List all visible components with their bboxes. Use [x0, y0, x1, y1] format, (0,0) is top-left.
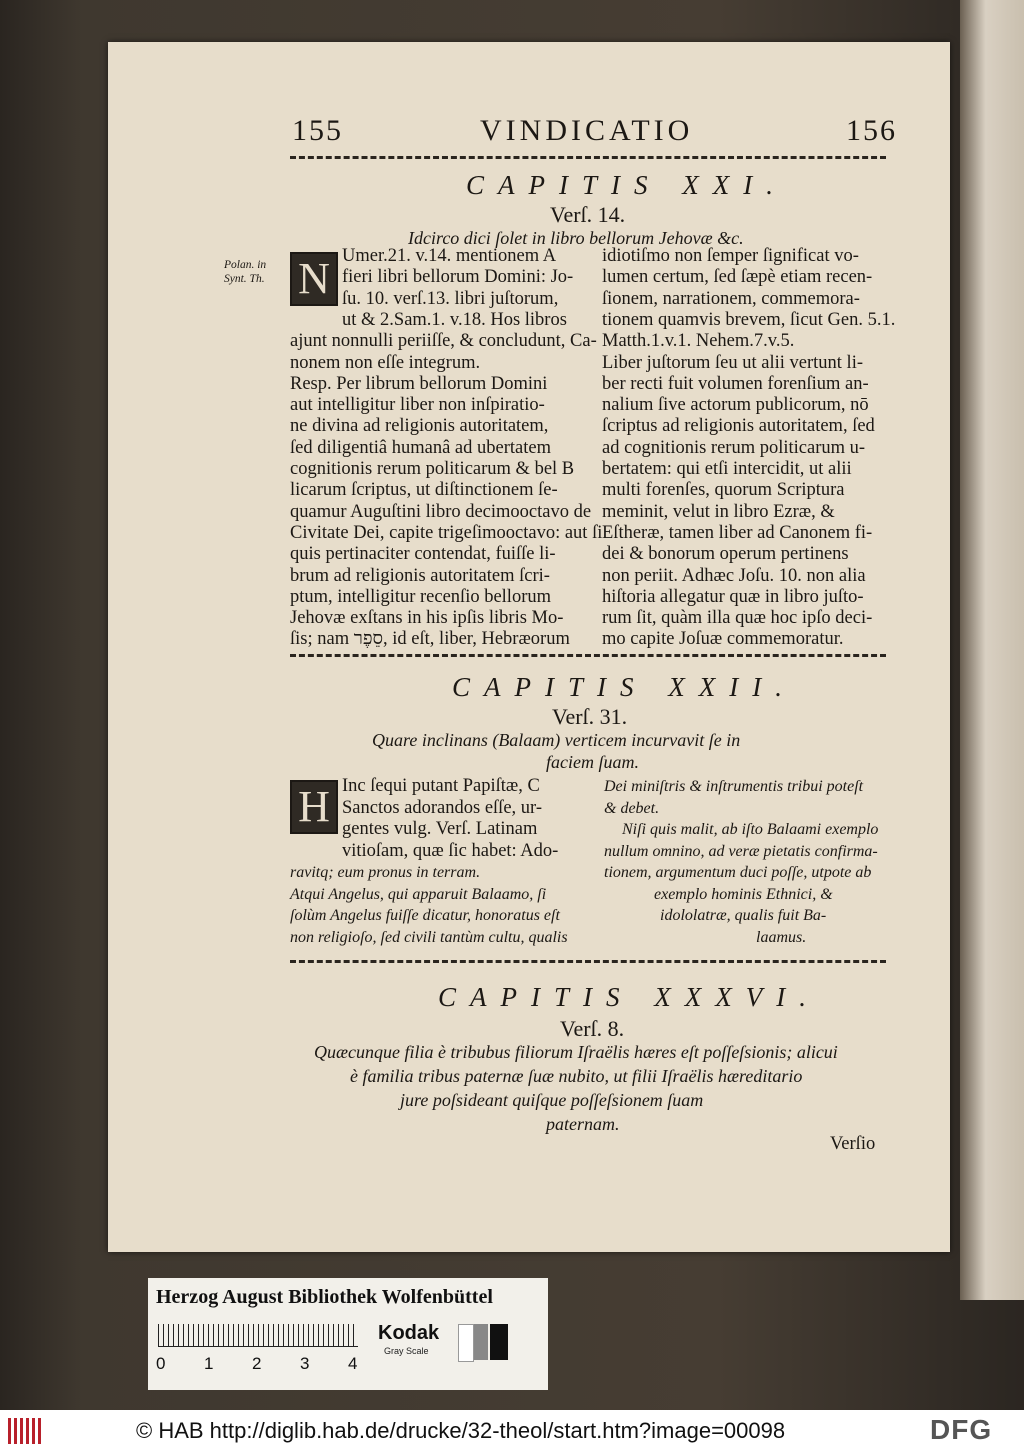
text-line: Eſtheræ, tamen liber ad Canonem fi-	[602, 522, 873, 543]
text-line: Sanctos adorandos eſſe, ur-	[342, 797, 542, 818]
text-line: ſed diligentiâ humanâ ad ubertatem	[290, 437, 551, 458]
text-line: ſcriptus ad religionis autoritatem, ſed	[602, 416, 875, 437]
text-line: ut & 2.Sam.1. v.18. Hos libros	[342, 309, 567, 330]
section-rule-2	[290, 960, 886, 963]
gray-patch-black	[490, 1324, 508, 1360]
text-line: nalium ſive actorum publicorum, nō	[602, 395, 869, 416]
text-line: Civitate Dei, capite trigeſimooctavo: aut ſi	[290, 522, 603, 543]
chapter-caption-36: CAPITIS XXXVI.	[438, 982, 820, 1012]
text-line: multi forenſes, quorum Scriptura	[602, 480, 845, 501]
scale-ruler	[158, 1324, 358, 1347]
text-line: Dei miniſtris & inſtrumentis tribui poteſt	[604, 778, 864, 795]
quote-22-line1: Quare inclinans (Balaam) verticem incurvavit ſe in	[372, 730, 741, 750]
text-line: exemplo hominis Ethnici, &	[654, 885, 833, 903]
text-line: rum ſit, quàm illa quæ hoc ipſo deci-	[602, 608, 873, 629]
book-page	[108, 42, 950, 1252]
quote-36-line1: Quæcunque filia è tribubus filiorum Iſraëlis hæres eſt poſſeſsionis; alicui	[314, 1042, 838, 1062]
gray-patch-mid	[474, 1324, 488, 1360]
ruler-number: 1	[204, 1354, 214, 1373]
initial-letter-h: H	[290, 780, 338, 834]
text-line: hiſtoria allegatur quæ in libro juſto-	[602, 586, 864, 607]
text-line: ravitq; eum pronus in terram.	[290, 864, 481, 881]
ruler-number: 0	[156, 1354, 166, 1373]
verse-label-14: Verſ. 14.	[550, 202, 626, 227]
running-title: VINDICATIO	[480, 114, 694, 147]
facing-page-edge	[960, 0, 1024, 1300]
ruler-number: 4	[348, 1354, 358, 1373]
quote-36-line3: jure poſsideant quiſque poſſeſsionem ſuam	[400, 1090, 704, 1110]
text-line: ſolùm Angelus fuiſſe dicatur, honoratus eſt	[290, 907, 560, 924]
text-line: ptum, intelligitur recenſio bellorum	[290, 586, 551, 607]
text-line: aut intelligitur liber non inſpiratio-	[290, 395, 545, 416]
gray-patch-white	[458, 1324, 474, 1362]
text-line: nonem non eſſe integrum.	[290, 352, 481, 373]
page-number-left: 155	[292, 114, 343, 147]
ruler-number: 2	[252, 1354, 262, 1373]
text-line: bertatem: qui etſi intercidit, ut alii	[602, 459, 852, 479]
header-rule	[290, 156, 886, 159]
text-line: mo capite Joſuæ commemoratur.	[602, 629, 844, 650]
text-line: ber recti fuit volumen forenſium an-	[602, 373, 869, 394]
library-color-card	[148, 1278, 548, 1390]
gray-scale-label: Gray Scale	[384, 1346, 429, 1356]
catchword: Verſio	[830, 1134, 876, 1154]
margin-note: Polan. in Synt. Th.	[224, 259, 267, 285]
kodak-brand: Kodak	[378, 1322, 440, 1344]
text-line: quamur Auguſtini libro decimooctavo de	[290, 501, 592, 522]
library-name: Herzog August Bibliothek Wolfenbüttel	[156, 1286, 493, 1308]
hab-logo-icon	[8, 1418, 44, 1444]
verse-label-8: Verſ. 8.	[560, 1016, 625, 1041]
quote-36-line4: paternam.	[546, 1114, 620, 1134]
verse-label-31: Verſ. 31.	[552, 704, 628, 729]
page-number-right: 156	[846, 114, 897, 147]
text-line: nullum omnino, ad veræ pietatis confirma-	[604, 842, 878, 860]
text-line: dei & bonorum operum pertinens	[602, 544, 849, 565]
text-line: quis pertinaciter contendat, fuiſſe li-	[290, 544, 556, 565]
chapter-caption-21: CAPITIS XXI.	[466, 170, 787, 200]
text-line: Liber juſtorum ſeu ut alii vertunt li-	[602, 352, 863, 373]
text-line: ſu. 10. verſ.13. libri juſtorum,	[342, 288, 559, 309]
text-line: Niſi quis malit, ab iſto Balaami exemplo	[622, 821, 879, 838]
text-line: brum ad religionis autoritatem ſcri-	[290, 565, 550, 586]
text-line: Inc ſequi putant Papiſtæ, C	[342, 776, 540, 796]
text-line: ſis; nam סֵפֶר, id eſt, liber, Hebræorum	[290, 629, 570, 650]
section-rule-1	[290, 654, 886, 657]
text-line: tionem quamvis brevem, ſicut Gen. 5.1.	[602, 309, 896, 330]
ruler-number: 3	[300, 1354, 310, 1373]
footer-bar	[0, 1410, 1024, 1454]
text-line: lumen certum, ſed ſæpè etiam recen-	[602, 267, 873, 288]
text-line: meminit, velut in libro Ezræ, &	[602, 501, 835, 522]
dfg-logo: DFG	[930, 1414, 993, 1445]
text-line: vitioſam, quæ ſic habet: Ado-	[342, 840, 559, 861]
text-line: Atqui Angelus, qui apparuit Balaamo, ſi	[290, 885, 547, 903]
text-line: ne divina ad religionis autoritatem,	[290, 416, 549, 437]
text-line: fieri libri bellorum Domini: Jo-	[342, 267, 574, 288]
text-line: gentes vulg. Verſ. Latinam	[342, 819, 538, 839]
chapter-caption-22: CAPITIS XXII.	[452, 672, 796, 702]
quote-21: Idcirco dici ſolet in libro bellorum Jehovæ &c.	[408, 228, 744, 248]
quote-22-line2: faciem ſuam.	[546, 752, 639, 772]
text-line: laamus.	[756, 928, 807, 946]
text-line: licarum ſcriptus, ut diſtinctionem ſe-	[290, 480, 558, 501]
text-line: cognitionis rerum politicarum & bel B	[290, 459, 575, 479]
text-line: Resp. Per librum bellorum Domini	[290, 373, 548, 394]
initial-letter-n: N	[290, 252, 338, 306]
text-line: Jehovæ exſtans in his ipſis libris Mo-	[290, 608, 564, 629]
text-line: non periit. Adhæc Joſu. 10. non alia	[602, 565, 866, 586]
text-line: idiotiſmo non ſemper ſignificat vo-	[602, 246, 859, 266]
text-line: ſionem, narrationem, commemora-	[602, 288, 860, 309]
text-line: idololatræ, qualis fuit Ba-	[660, 907, 827, 924]
text-line: Umer.21. v.14. mentionem A	[342, 246, 557, 266]
quote-36-line2: è familia tribus paternæ ſuæ nubito, ut filii Iſraëlis hæreditario	[350, 1066, 803, 1086]
text-line: ajunt nonnulli periiſſe, & concludunt, Ca-	[290, 331, 597, 352]
text-line: non religioſo, ſed civili tantùm cultu, qualis	[290, 928, 568, 946]
copyright-url[interactable]: © HAB http://diglib.hab.de/drucke/32-theol/start.htm?image=00098	[136, 1418, 786, 1443]
text-line: & debet.	[604, 799, 660, 817]
text-line: ad cognitionis rerum politicarum u-	[602, 437, 866, 458]
text-line: Matth.1.v.1. Nehem.7.v.5.	[602, 331, 795, 352]
text-line: tionem, argumentum duci poſſe, utpote ab	[604, 864, 872, 881]
